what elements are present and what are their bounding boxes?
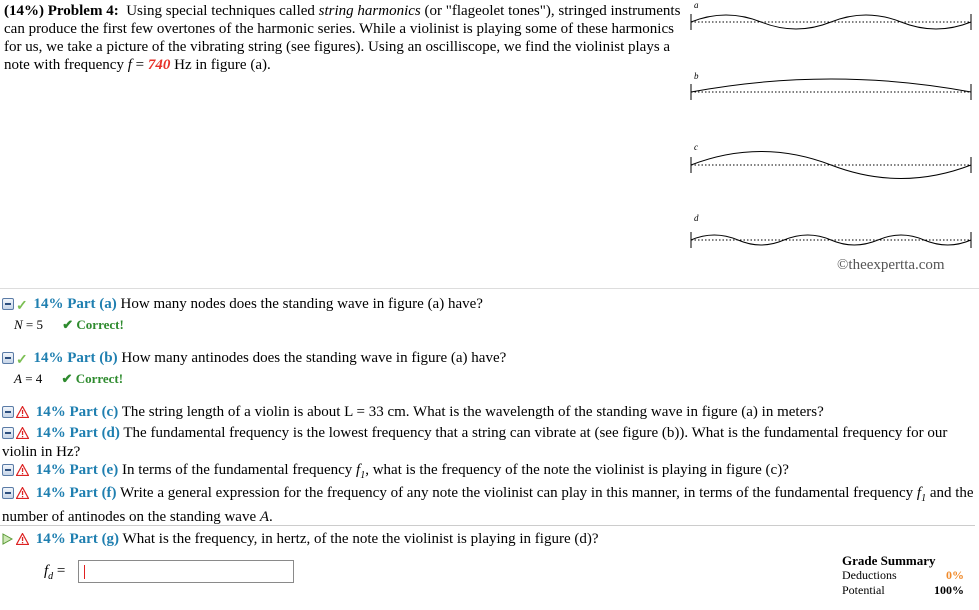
part-f-question-3: . bbox=[269, 509, 273, 525]
part-f-label[interactable]: Part (f) bbox=[69, 485, 117, 501]
figure-a-label: a bbox=[694, 0, 699, 10]
deductions-label: Deductions bbox=[842, 568, 897, 582]
potential-value: 100% bbox=[934, 583, 964, 597]
part-d-percent: 14% bbox=[35, 425, 66, 441]
figure-b-label: b bbox=[694, 71, 699, 81]
part-b-label[interactable]: Part (b) bbox=[67, 350, 118, 366]
part-c-percent: 14% bbox=[35, 404, 66, 420]
part-c-question: The string length of a violin is about L = 33 cm. What is the wavelength of the standing wave in figure (a) in meters? bbox=[121, 404, 824, 420]
part-f-question-2: and the number of antinodes on the standing wave bbox=[2, 485, 974, 525]
figure-d-label: d bbox=[694, 213, 699, 223]
answer-label bbox=[44, 563, 65, 582]
text-cursor bbox=[84, 565, 85, 579]
part-e-percent: 14% bbox=[35, 462, 66, 478]
answer-variable: A bbox=[14, 371, 22, 386]
potential-label: Potential bbox=[842, 583, 885, 597]
figure-b-wave bbox=[691, 79, 971, 92]
part-g-question: What is the frequency, in hertz, of the note the violinist is playing in figure (d)? bbox=[122, 531, 599, 547]
part-g bbox=[2, 530, 974, 549]
warning-icon bbox=[16, 487, 29, 499]
answer-variable: N bbox=[14, 317, 23, 332]
warning-icon bbox=[16, 464, 29, 476]
part-a-answer bbox=[14, 317, 124, 333]
potential-row bbox=[842, 583, 964, 598]
part-c bbox=[2, 403, 974, 422]
part-g-label[interactable]: Part (g) bbox=[69, 531, 120, 547]
check-icon: ✔ bbox=[62, 317, 74, 332]
problem-label: Problem 4: bbox=[47, 3, 119, 19]
part-b-answer bbox=[14, 371, 123, 387]
part-a-question: How many nodes does the standing wave in figure (a) have? bbox=[120, 296, 483, 312]
part-b-percent: 14% bbox=[33, 350, 64, 366]
part-d-question: The fundamental frequency is the lowest frequency that a string can vibrate at (see figure (b)). What is the fundamental frequency for our violin in Hz? bbox=[2, 425, 948, 460]
part-d-label[interactable]: Part (d) bbox=[69, 425, 120, 441]
part-e-question-2: , what is the frequency of the note the violinist is playing in figure (c)? bbox=[365, 462, 789, 478]
answer-value: = 4 bbox=[25, 371, 43, 386]
warning-icon bbox=[16, 406, 29, 418]
problem-text-1: Using special techniques called bbox=[126, 3, 319, 19]
figure-c-label: c bbox=[694, 142, 698, 152]
warning-icon bbox=[16, 427, 29, 439]
problem-text-2: (or "flageolet tones"), stringed instruments can produce the first few overtones of the harmonic series. While a violinist is playing some of these harmonics for us, we take a picture of the vibrating string (see figures). Using an oscilliscope, we find the violinist plays a note with frequency bbox=[4, 3, 681, 73]
warning-icon bbox=[16, 533, 29, 545]
collapse-icon[interactable] bbox=[2, 487, 14, 499]
part-d bbox=[2, 424, 974, 462]
part-b bbox=[2, 349, 974, 370]
collapse-icon[interactable] bbox=[2, 464, 14, 476]
part-a-label[interactable]: Part (a) bbox=[67, 296, 117, 312]
answer-input[interactable] bbox=[78, 560, 294, 583]
feedback-text: Correct! bbox=[75, 371, 124, 386]
part-e-symbol: $f_1$ bbox=[356, 462, 366, 481]
deductions-value: 0% bbox=[946, 568, 964, 582]
grade-summary bbox=[842, 553, 964, 598]
answer-equals: = bbox=[56, 563, 66, 579]
grade-summary-title: Grade Summary bbox=[842, 553, 936, 568]
part-f bbox=[2, 484, 974, 527]
play-icon[interactable] bbox=[2, 533, 13, 545]
correct-feedback bbox=[62, 317, 124, 332]
frequency-symbol: f bbox=[127, 57, 132, 73]
part-f-question-1: Write a general expression for the frequency of any note the violinist can play in this manner, in terms of the fundamental frequency bbox=[120, 485, 917, 501]
copyright-text: ©theexpertta.com bbox=[837, 257, 945, 273]
collapse-icon[interactable] bbox=[2, 406, 14, 418]
part-g-percent: 14% bbox=[35, 531, 66, 547]
check-icon: ✔ bbox=[61, 371, 73, 386]
part-b-question: How many antinodes does the standing wave in figure (a) have? bbox=[121, 350, 507, 366]
answer-value: = 5 bbox=[25, 317, 44, 332]
part-e-label[interactable]: Part (e) bbox=[69, 462, 119, 478]
part-e-question-1: In terms of the fundamental frequency bbox=[121, 462, 357, 478]
deductions-row bbox=[842, 568, 964, 583]
check-icon: ✓ bbox=[16, 353, 28, 368]
frequency-value: 740 bbox=[147, 57, 171, 73]
problem-text-3: Hz in figure (a). bbox=[170, 57, 271, 73]
collapse-icon[interactable] bbox=[2, 298, 14, 310]
frequency-eq: = bbox=[131, 57, 148, 73]
part-e bbox=[2, 461, 974, 485]
part-f-percent: 14% bbox=[35, 485, 66, 501]
correct-feedback bbox=[62, 371, 124, 386]
answer-variable: $f_d$ bbox=[44, 563, 54, 582]
divider bbox=[0, 288, 979, 289]
problem-text-italic: string harmonics bbox=[318, 3, 421, 19]
collapse-icon[interactable] bbox=[2, 427, 14, 439]
part-c-label[interactable]: Part (c) bbox=[69, 404, 119, 420]
standing-wave-figures bbox=[686, 0, 976, 255]
part-f-symbol-2: A bbox=[259, 509, 270, 525]
collapse-icon[interactable] bbox=[2, 352, 14, 364]
figures-panel bbox=[686, 0, 976, 285]
check-icon: ✓ bbox=[16, 299, 28, 314]
feedback-text: Correct! bbox=[76, 317, 124, 332]
part-a bbox=[2, 295, 974, 316]
part-a-percent: 14% bbox=[33, 296, 64, 312]
problem-statement bbox=[4, 2, 684, 74]
problem-weight: (14%) bbox=[4, 3, 44, 19]
part-f-symbol: $f_1$ bbox=[916, 485, 927, 504]
